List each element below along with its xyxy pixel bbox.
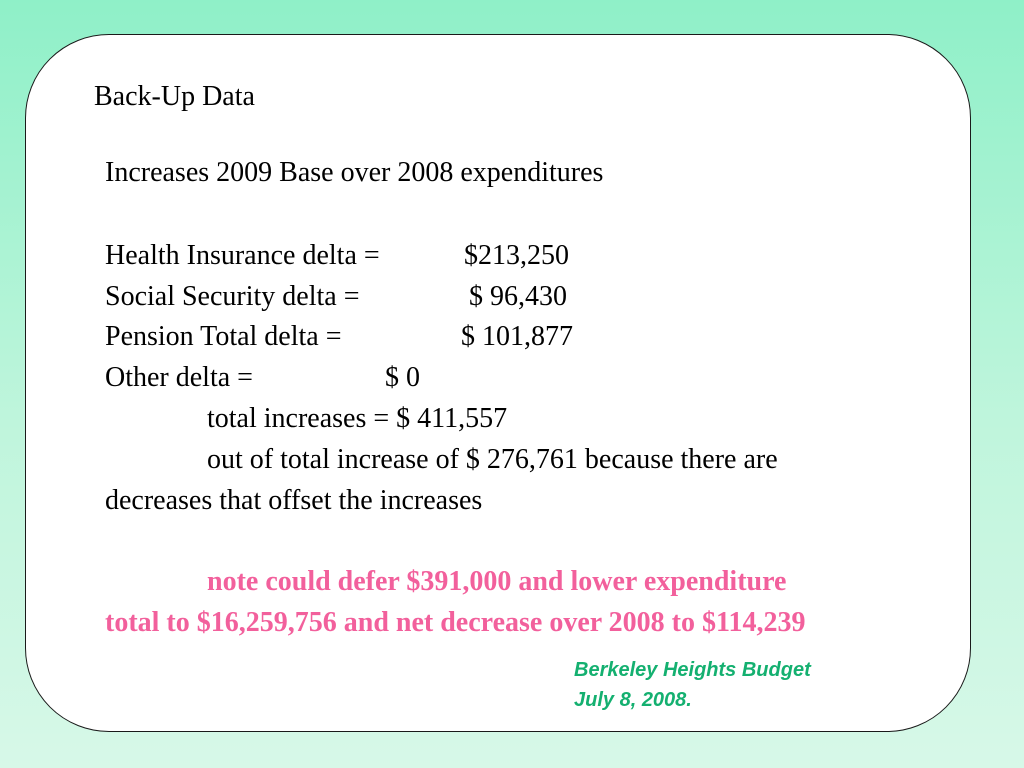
- item-label: Health Insurance delta =: [105, 240, 380, 271]
- footer-date: July 8, 2008.: [574, 689, 692, 711]
- slide-heading: Back-Up Data: [94, 81, 255, 112]
- item-value: $213,250: [464, 240, 569, 271]
- footer-title: Berkeley Heights Budget: [574, 659, 811, 681]
- item-label: Social Security delta =: [105, 281, 360, 312]
- subtitle: Increases 2009 Base over 2008 expenditures: [105, 157, 604, 188]
- item-value: $ 96,430: [469, 281, 567, 312]
- note-line-1: note could defer $391,000 and lower expenditure: [207, 566, 787, 597]
- item-label: Other delta =: [105, 362, 253, 393]
- item-value: $ 0: [385, 362, 420, 393]
- offset-line-2: decreases that offset the increases: [105, 485, 483, 516]
- offset-line-1: out of total increase of $ 276,761 because there are: [207, 444, 778, 475]
- total-increases: total increases = $ 411,557: [207, 403, 508, 434]
- note-line-2: total to $16,259,756 and net decrease over 2008 to $114,239: [105, 607, 806, 638]
- item-value: $ 101,877: [461, 321, 573, 352]
- item-label: Pension Total delta =: [105, 321, 342, 352]
